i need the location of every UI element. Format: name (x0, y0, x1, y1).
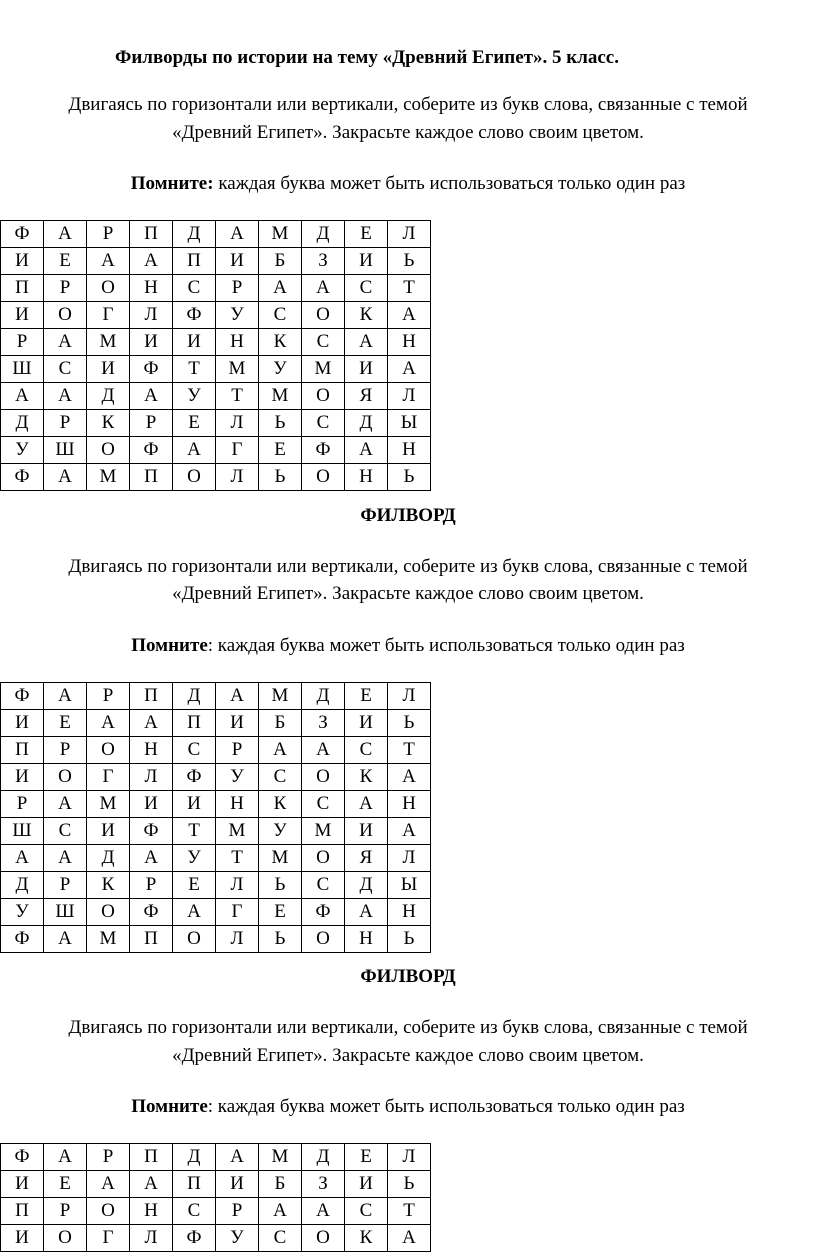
grid-cell: Ы (388, 872, 431, 899)
grid-cell: Н (130, 275, 173, 302)
grid-cell: А (44, 791, 87, 818)
grid-cell: К (345, 302, 388, 329)
grid-cell: М (216, 818, 259, 845)
grid-cell: Л (130, 764, 173, 791)
grid-cell: А (388, 1225, 431, 1252)
note-label: Помните (131, 635, 208, 656)
grid-cell: О (87, 275, 130, 302)
grid-cell: Г (87, 1225, 130, 1252)
grid-cell: Н (345, 926, 388, 953)
grid-cell: Н (388, 329, 431, 356)
grid-cell: С (302, 872, 345, 899)
grid-cell: Д (173, 221, 216, 248)
grid-cell: А (216, 221, 259, 248)
grid-cell: Д (87, 845, 130, 872)
grid-cell: О (87, 437, 130, 464)
grid-cell: Н (130, 1198, 173, 1225)
grid-row (1, 899, 431, 926)
grid-cell: И (345, 248, 388, 275)
grid-cell: П (130, 1144, 173, 1171)
grid-cell: З (302, 710, 345, 737)
grid-cell: А (216, 683, 259, 710)
grid-cell: Д (173, 683, 216, 710)
grid-cell: О (302, 845, 345, 872)
grid-cell: У (216, 302, 259, 329)
grid-cell: М (216, 356, 259, 383)
grid-row (1, 248, 431, 275)
grid-cell: Г (87, 302, 130, 329)
grid-cell: Т (173, 356, 216, 383)
grid-cell: М (87, 329, 130, 356)
grid-cell: Р (216, 1198, 259, 1225)
grid-cell: С (259, 1225, 302, 1252)
grid-cell: Н (388, 899, 431, 926)
grid-cell: Л (388, 1144, 431, 1171)
grid-cell: Л (388, 845, 431, 872)
instructions-line-1: Двигаясь по горизонтали или вертикали, соберите из букв слова, связанные с темой (68, 1017, 748, 1038)
grid-cell: О (302, 302, 345, 329)
grid-cell: А (345, 791, 388, 818)
grid-cell: Ш (1, 818, 44, 845)
grid-cell: Р (216, 275, 259, 302)
grid-cell: Г (216, 437, 259, 464)
note-text: : каждая буква может быть использоваться только один раз (207, 635, 685, 656)
grid-cell: И (87, 356, 130, 383)
grid-cell: А (87, 1171, 130, 1198)
grid-row (1, 791, 431, 818)
grid-row (1, 1171, 431, 1198)
instructions-line-2: «Древний Египет». Закрасьте каждое слово своим цветом. (172, 583, 644, 604)
grid-cell: Ь (388, 1171, 431, 1198)
grid-cell: Д (173, 1144, 216, 1171)
grid-cell: Е (44, 710, 87, 737)
grid-cell: Ь (388, 464, 431, 491)
grid-cell: Д (1, 872, 44, 899)
grid-cell: К (87, 410, 130, 437)
grid-cell: А (259, 737, 302, 764)
filword-label: ФИЛВОРД (360, 505, 456, 526)
grid-cell: Л (216, 872, 259, 899)
grid-cell: Н (388, 791, 431, 818)
grid-cell: Т (388, 275, 431, 302)
grid-cell: А (130, 1171, 173, 1198)
grid-cell: С (173, 737, 216, 764)
grid-cell: Л (388, 383, 431, 410)
grid-cell: И (1, 1225, 44, 1252)
grid-cell: Н (345, 464, 388, 491)
grid-cell: О (302, 464, 345, 491)
grid-cell: А (130, 845, 173, 872)
grid-row (1, 818, 431, 845)
grid-cell: Р (87, 683, 130, 710)
grid-cell: М (87, 791, 130, 818)
grid-cell: И (130, 791, 173, 818)
grid-cell: М (87, 926, 130, 953)
grid-cell: И (216, 248, 259, 275)
grid-cell: Д (87, 383, 130, 410)
grid-cell: И (1, 764, 44, 791)
grid-cell: Р (130, 872, 173, 899)
grid-cell: Ф (130, 818, 173, 845)
grid-cell: П (173, 710, 216, 737)
grid-cell: Ь (388, 710, 431, 737)
grid-cell: А (388, 356, 431, 383)
grid-row (1, 383, 431, 410)
grid-cell: А (130, 248, 173, 275)
grid-cell: М (259, 221, 302, 248)
grid-cell: Л (388, 683, 431, 710)
grid-cell: У (1, 437, 44, 464)
grid-cell: А (44, 845, 87, 872)
grid-cell: П (173, 248, 216, 275)
grid-cell: У (259, 356, 302, 383)
grid-cell: И (87, 818, 130, 845)
grid-cell: А (44, 926, 87, 953)
grid-row (1, 1144, 431, 1171)
grid-cell: И (216, 1171, 259, 1198)
grid-cell: Ш (44, 899, 87, 926)
grid-cell: О (173, 464, 216, 491)
grid-cell: Д (345, 410, 388, 437)
grid-cell: М (87, 464, 130, 491)
grid-cell: А (1, 845, 44, 872)
grid-cell: П (1, 737, 44, 764)
note-text: : каждая буква может быть использоваться только один раз (207, 1096, 685, 1117)
grid-cell: Р (216, 737, 259, 764)
grid-cell: Т (388, 737, 431, 764)
note-label: Помните: (130, 173, 214, 194)
grid-row (1, 926, 431, 953)
grid-cell: К (345, 1225, 388, 1252)
grid-cell: О (302, 764, 345, 791)
grid-row (1, 1225, 431, 1252)
grid-cell: С (259, 302, 302, 329)
grid-cell: Л (216, 926, 259, 953)
grid-cell: К (345, 764, 388, 791)
grid-cell: С (44, 356, 87, 383)
grid-cell: Ь (259, 872, 302, 899)
grid-cell: И (216, 710, 259, 737)
grid-cell: А (173, 437, 216, 464)
grid-cell: Б (259, 710, 302, 737)
grid-cell: Н (388, 437, 431, 464)
note (0, 171, 816, 197)
grid-cell: П (130, 464, 173, 491)
grid-cell: Е (259, 899, 302, 926)
grid-cell: Ш (44, 437, 87, 464)
grid-row (1, 464, 431, 491)
grid-row (1, 683, 431, 710)
grid-row (1, 302, 431, 329)
grid-row (1, 275, 431, 302)
page-title: Филворды по истории на тему «Древний Египет». 5 класс. (115, 47, 619, 68)
grid-cell: М (302, 356, 345, 383)
grid-cell: А (345, 899, 388, 926)
grid-cell: А (44, 221, 87, 248)
grid-cell: Ф (1, 926, 44, 953)
grid-cell: И (1, 248, 44, 275)
grid-cell: Я (345, 845, 388, 872)
grid-cell: Ы (388, 410, 431, 437)
filword-grid (0, 220, 431, 491)
grid-cell: П (1, 1198, 44, 1225)
grid-cell: У (1, 899, 44, 926)
grid-cell: С (345, 275, 388, 302)
grid-cell: А (44, 683, 87, 710)
grid-cell: О (44, 764, 87, 791)
grid-cell: Т (216, 845, 259, 872)
grid-cell: А (130, 710, 173, 737)
grid-cell: Р (130, 410, 173, 437)
grid-cell: Д (345, 872, 388, 899)
filword-grid-partial (0, 1143, 431, 1252)
grid-cell: Г (216, 899, 259, 926)
grid-cell: Ь (388, 926, 431, 953)
grid-cell: О (87, 899, 130, 926)
grid-cell: Ь (259, 410, 302, 437)
grid-cell: Р (44, 737, 87, 764)
grid-cell: О (302, 926, 345, 953)
grid-row (1, 221, 431, 248)
grid-cell: А (345, 329, 388, 356)
grid-cell: Ь (259, 926, 302, 953)
note (0, 1094, 816, 1120)
grid-cell: Е (345, 221, 388, 248)
grid-cell: Ф (173, 1225, 216, 1252)
grid-cell: И (345, 356, 388, 383)
grid-cell: П (130, 926, 173, 953)
note-label: Помните (131, 1096, 208, 1117)
grid-cell: Е (44, 248, 87, 275)
grid-cell: А (130, 383, 173, 410)
grid-cell: К (259, 329, 302, 356)
grid-cell: Ь (388, 248, 431, 275)
grid-cell: Д (302, 221, 345, 248)
grid-cell: О (44, 1225, 87, 1252)
grid-cell: И (130, 329, 173, 356)
grid-cell: А (388, 764, 431, 791)
grid-cell: Ф (1, 464, 44, 491)
grid-cell: М (259, 845, 302, 872)
grid-cell: М (259, 683, 302, 710)
grid-cell: А (44, 383, 87, 410)
grid-cell: Е (173, 872, 216, 899)
grid-row (1, 356, 431, 383)
grid-cell: Я (345, 383, 388, 410)
grid-cell: С (302, 791, 345, 818)
grid-cell: О (302, 383, 345, 410)
grid-cell: А (302, 275, 345, 302)
filword-label: ФИЛВОРД (360, 966, 456, 987)
grid-cell: О (173, 926, 216, 953)
grid-cell: Л (130, 1225, 173, 1252)
grid-cell: О (302, 1225, 345, 1252)
grid-cell: А (1, 383, 44, 410)
grid-cell: Д (1, 410, 44, 437)
grid-cell: У (216, 764, 259, 791)
grid-cell: А (388, 302, 431, 329)
grid-cell: А (44, 464, 87, 491)
grid-row (1, 872, 431, 899)
grid-cell: Б (259, 1171, 302, 1198)
grid-cell: Ф (130, 899, 173, 926)
grid-cell: А (302, 737, 345, 764)
grid-row (1, 410, 431, 437)
grid-row (1, 1198, 431, 1225)
note (0, 633, 816, 659)
grid-row (1, 764, 431, 791)
grid-cell: М (302, 818, 345, 845)
grid-cell: Ф (173, 302, 216, 329)
grid-cell: А (259, 275, 302, 302)
grid-cell: И (1, 710, 44, 737)
grid-row (1, 845, 431, 872)
grid-cell: Р (44, 410, 87, 437)
instructions-line-1: Двигаясь по горизонтали или вертикали, соберите из букв слова, связанные с темой (68, 94, 748, 115)
grid-cell: Р (44, 1198, 87, 1225)
grid-row (1, 737, 431, 764)
grid-cell: А (388, 818, 431, 845)
grid-cell: С (302, 329, 345, 356)
grid-cell: Ь (259, 464, 302, 491)
grid-row (1, 329, 431, 356)
grid-cell: М (259, 383, 302, 410)
grid-cell: А (173, 899, 216, 926)
grid-cell: Ш (1, 356, 44, 383)
grid-cell: Л (216, 410, 259, 437)
grid-cell: И (173, 329, 216, 356)
grid-cell: П (130, 221, 173, 248)
grid-cell: Ф (302, 899, 345, 926)
grid-cell: С (302, 410, 345, 437)
grid-cell: Е (345, 1144, 388, 1171)
grid-cell: Ф (1, 683, 44, 710)
filword-grid (0, 682, 431, 953)
grid-cell: Р (87, 221, 130, 248)
grid-cell: Л (388, 221, 431, 248)
grid-cell: А (87, 248, 130, 275)
grid-cell: А (216, 1144, 259, 1171)
grid-cell: И (173, 791, 216, 818)
grid-cell: Ф (130, 356, 173, 383)
grid-cell: З (302, 248, 345, 275)
grid-cell: Е (345, 683, 388, 710)
grid-cell: С (44, 818, 87, 845)
grid-cell: Н (130, 737, 173, 764)
grid-cell: А (44, 329, 87, 356)
grid-cell: Д (302, 1144, 345, 1171)
grid-cell: П (1, 275, 44, 302)
grid-cell: Ф (173, 764, 216, 791)
grid-cell: Р (44, 275, 87, 302)
grid-cell: Т (173, 818, 216, 845)
grid-cell: И (345, 1171, 388, 1198)
grid-cell: Р (44, 872, 87, 899)
grid-cell: О (87, 1198, 130, 1225)
grid-cell: П (173, 1171, 216, 1198)
grid-cell: А (87, 710, 130, 737)
grid-cell: Л (130, 302, 173, 329)
grid-cell: И (345, 710, 388, 737)
instructions-line-2: «Древний Египет». Закрасьте каждое слово своим цветом. (172, 122, 644, 143)
grid-cell: Б (259, 248, 302, 275)
grid-cell: Т (388, 1198, 431, 1225)
grid-cell: М (259, 1144, 302, 1171)
grid-cell: К (259, 791, 302, 818)
grid-cell: У (173, 383, 216, 410)
grid-cell: О (44, 302, 87, 329)
grid-cell: Л (216, 464, 259, 491)
grid-cell: Д (302, 683, 345, 710)
grid-cell: А (302, 1198, 345, 1225)
grid-cell: С (345, 737, 388, 764)
grid-cell: П (130, 683, 173, 710)
grid-row (1, 710, 431, 737)
grid-cell: Е (259, 437, 302, 464)
grid-cell: Ф (302, 437, 345, 464)
grid-cell: Е (173, 410, 216, 437)
grid-cell: У (216, 1225, 259, 1252)
grid-row (1, 437, 431, 464)
grid-cell: Г (87, 764, 130, 791)
instructions-line-2: «Древний Египет». Закрасьте каждое слово своим цветом. (172, 1045, 644, 1066)
grid-cell: Р (87, 1144, 130, 1171)
grid-cell: Т (216, 383, 259, 410)
grid-cell: У (259, 818, 302, 845)
grid-cell: С (259, 764, 302, 791)
note-text: каждая буква может быть использоваться только один раз (213, 173, 686, 194)
grid-cell: Н (216, 329, 259, 356)
grid-cell: И (1, 1171, 44, 1198)
grid-cell: Ф (1, 1144, 44, 1171)
grid-cell: С (345, 1198, 388, 1225)
grid-cell: С (173, 275, 216, 302)
grid-cell: И (345, 818, 388, 845)
instructions-line-1: Двигаясь по горизонтали или вертикали, соберите из букв слова, связанные с темой (68, 556, 748, 577)
grid-cell: Е (44, 1171, 87, 1198)
grid-cell: А (259, 1198, 302, 1225)
grid-cell: О (87, 737, 130, 764)
grid-cell: А (345, 437, 388, 464)
grid-cell: А (44, 1144, 87, 1171)
grid-cell: К (87, 872, 130, 899)
grid-cell: Ф (130, 437, 173, 464)
grid-cell: Р (1, 791, 44, 818)
grid-cell: У (173, 845, 216, 872)
grid-cell: И (1, 302, 44, 329)
grid-cell: Р (1, 329, 44, 356)
grid-cell: Н (216, 791, 259, 818)
grid-cell: Ф (1, 221, 44, 248)
grid-cell: С (173, 1198, 216, 1225)
grid-cell: З (302, 1171, 345, 1198)
